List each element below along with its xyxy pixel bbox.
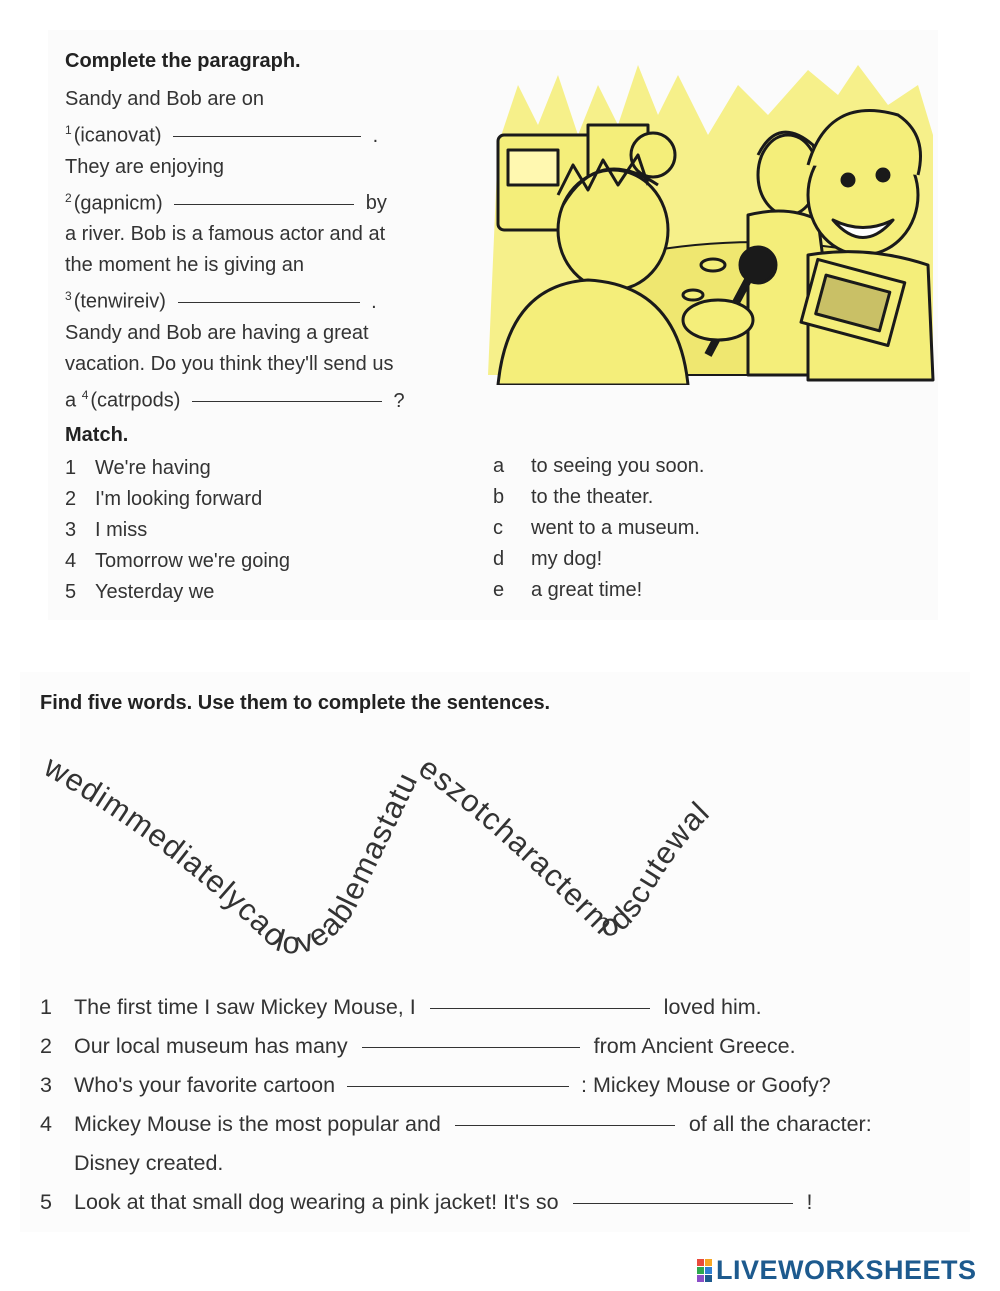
sentence-3: 3 Who's your favorite cartoon : Mickey Mouse or Goofy? [40,1073,831,1097]
word-snake-text: wedimmediatelycaoloveablemastatueszotcharactermodscutewal [38,748,717,961]
answer-blank-4[interactable] [192,401,382,402]
tv-interview-illustration [478,55,938,385]
match-left-item[interactable]: 4 Tomorrow we're going [65,550,291,572]
logo-blocks-icon [697,1259,717,1279]
para-line-9: vacation. Do you think they'll send us [65,352,394,375]
match-right-item[interactable]: a to seeing you soon. [493,455,705,477]
match-left-column [65,457,290,612]
match-right-item[interactable]: c went to a museum. [493,517,700,539]
match-right-item[interactable]: e a great time! [493,579,643,601]
sentence-4: 4 Mickey Mouse is the most popular and of all the character: [40,1112,872,1136]
paragraph [65,84,455,417]
sentence-blank-4[interactable] [455,1125,675,1126]
sentence-blank-5[interactable] [573,1203,793,1204]
para-line-1: Sandy and Bob are on [65,88,265,110]
para-line-6: the moment he is giving an [65,254,305,277]
sentence-blank-1[interactable] [430,1008,650,1009]
sentence-5: 5 Look at that small dog wearing a pink jacket! It's so ! [40,1190,813,1214]
para-line-7: $^3$ (tenwireiv) . [65,289,377,313]
match-right-column [493,455,704,610]
answer-blank-3[interactable] [178,302,360,303]
answer-blank-2[interactable] [174,204,354,205]
sentence-1: 1 The first time I saw Mickey Mouse, I loved him. [40,995,762,1019]
match-right-item[interactable]: b to the theater. [493,486,654,508]
para-line-4: $^2$ (gapnicm) by [65,190,387,215]
para-line-2: $^1$ (icanovat) . [65,123,379,147]
find-words-heading: Find five words. Use them to complete the sentences. [40,692,551,714]
para-line-3: They are enjoying [65,155,224,178]
para-line-10: a $^4$ (catrpods) ? [65,387,405,412]
word-snake [20,735,980,975]
complete-paragraph-heading: Complete the paragraph. [65,50,301,72]
match-left-item[interactable]: 2 I'm looking forward [65,488,263,510]
sentence-2: 2 Our local museum has many from Ancient Greece. [40,1034,796,1058]
match-left-item[interactable]: 5 Yesterday we [65,581,215,603]
sentences [40,995,985,1229]
sentence-4-cont: Disney created. [74,1151,224,1175]
para-line-8: Sandy and Bob are having a great [65,321,369,344]
sentence-blank-3[interactable] [347,1086,569,1087]
match-left-item[interactable]: 1 We're having [65,457,211,479]
sentence-blank-2[interactable] [362,1047,580,1048]
logo-text: LIVEWORKSHEETS [716,1255,977,1285]
match-left-item[interactable]: 3 I miss [65,519,148,541]
para-line-5: a river. Bob is a famous actor and at [65,223,386,246]
answer-blank-1[interactable] [173,136,361,137]
match-right-item[interactable]: d my dog! [493,548,603,570]
match-heading: Match. [65,424,129,446]
